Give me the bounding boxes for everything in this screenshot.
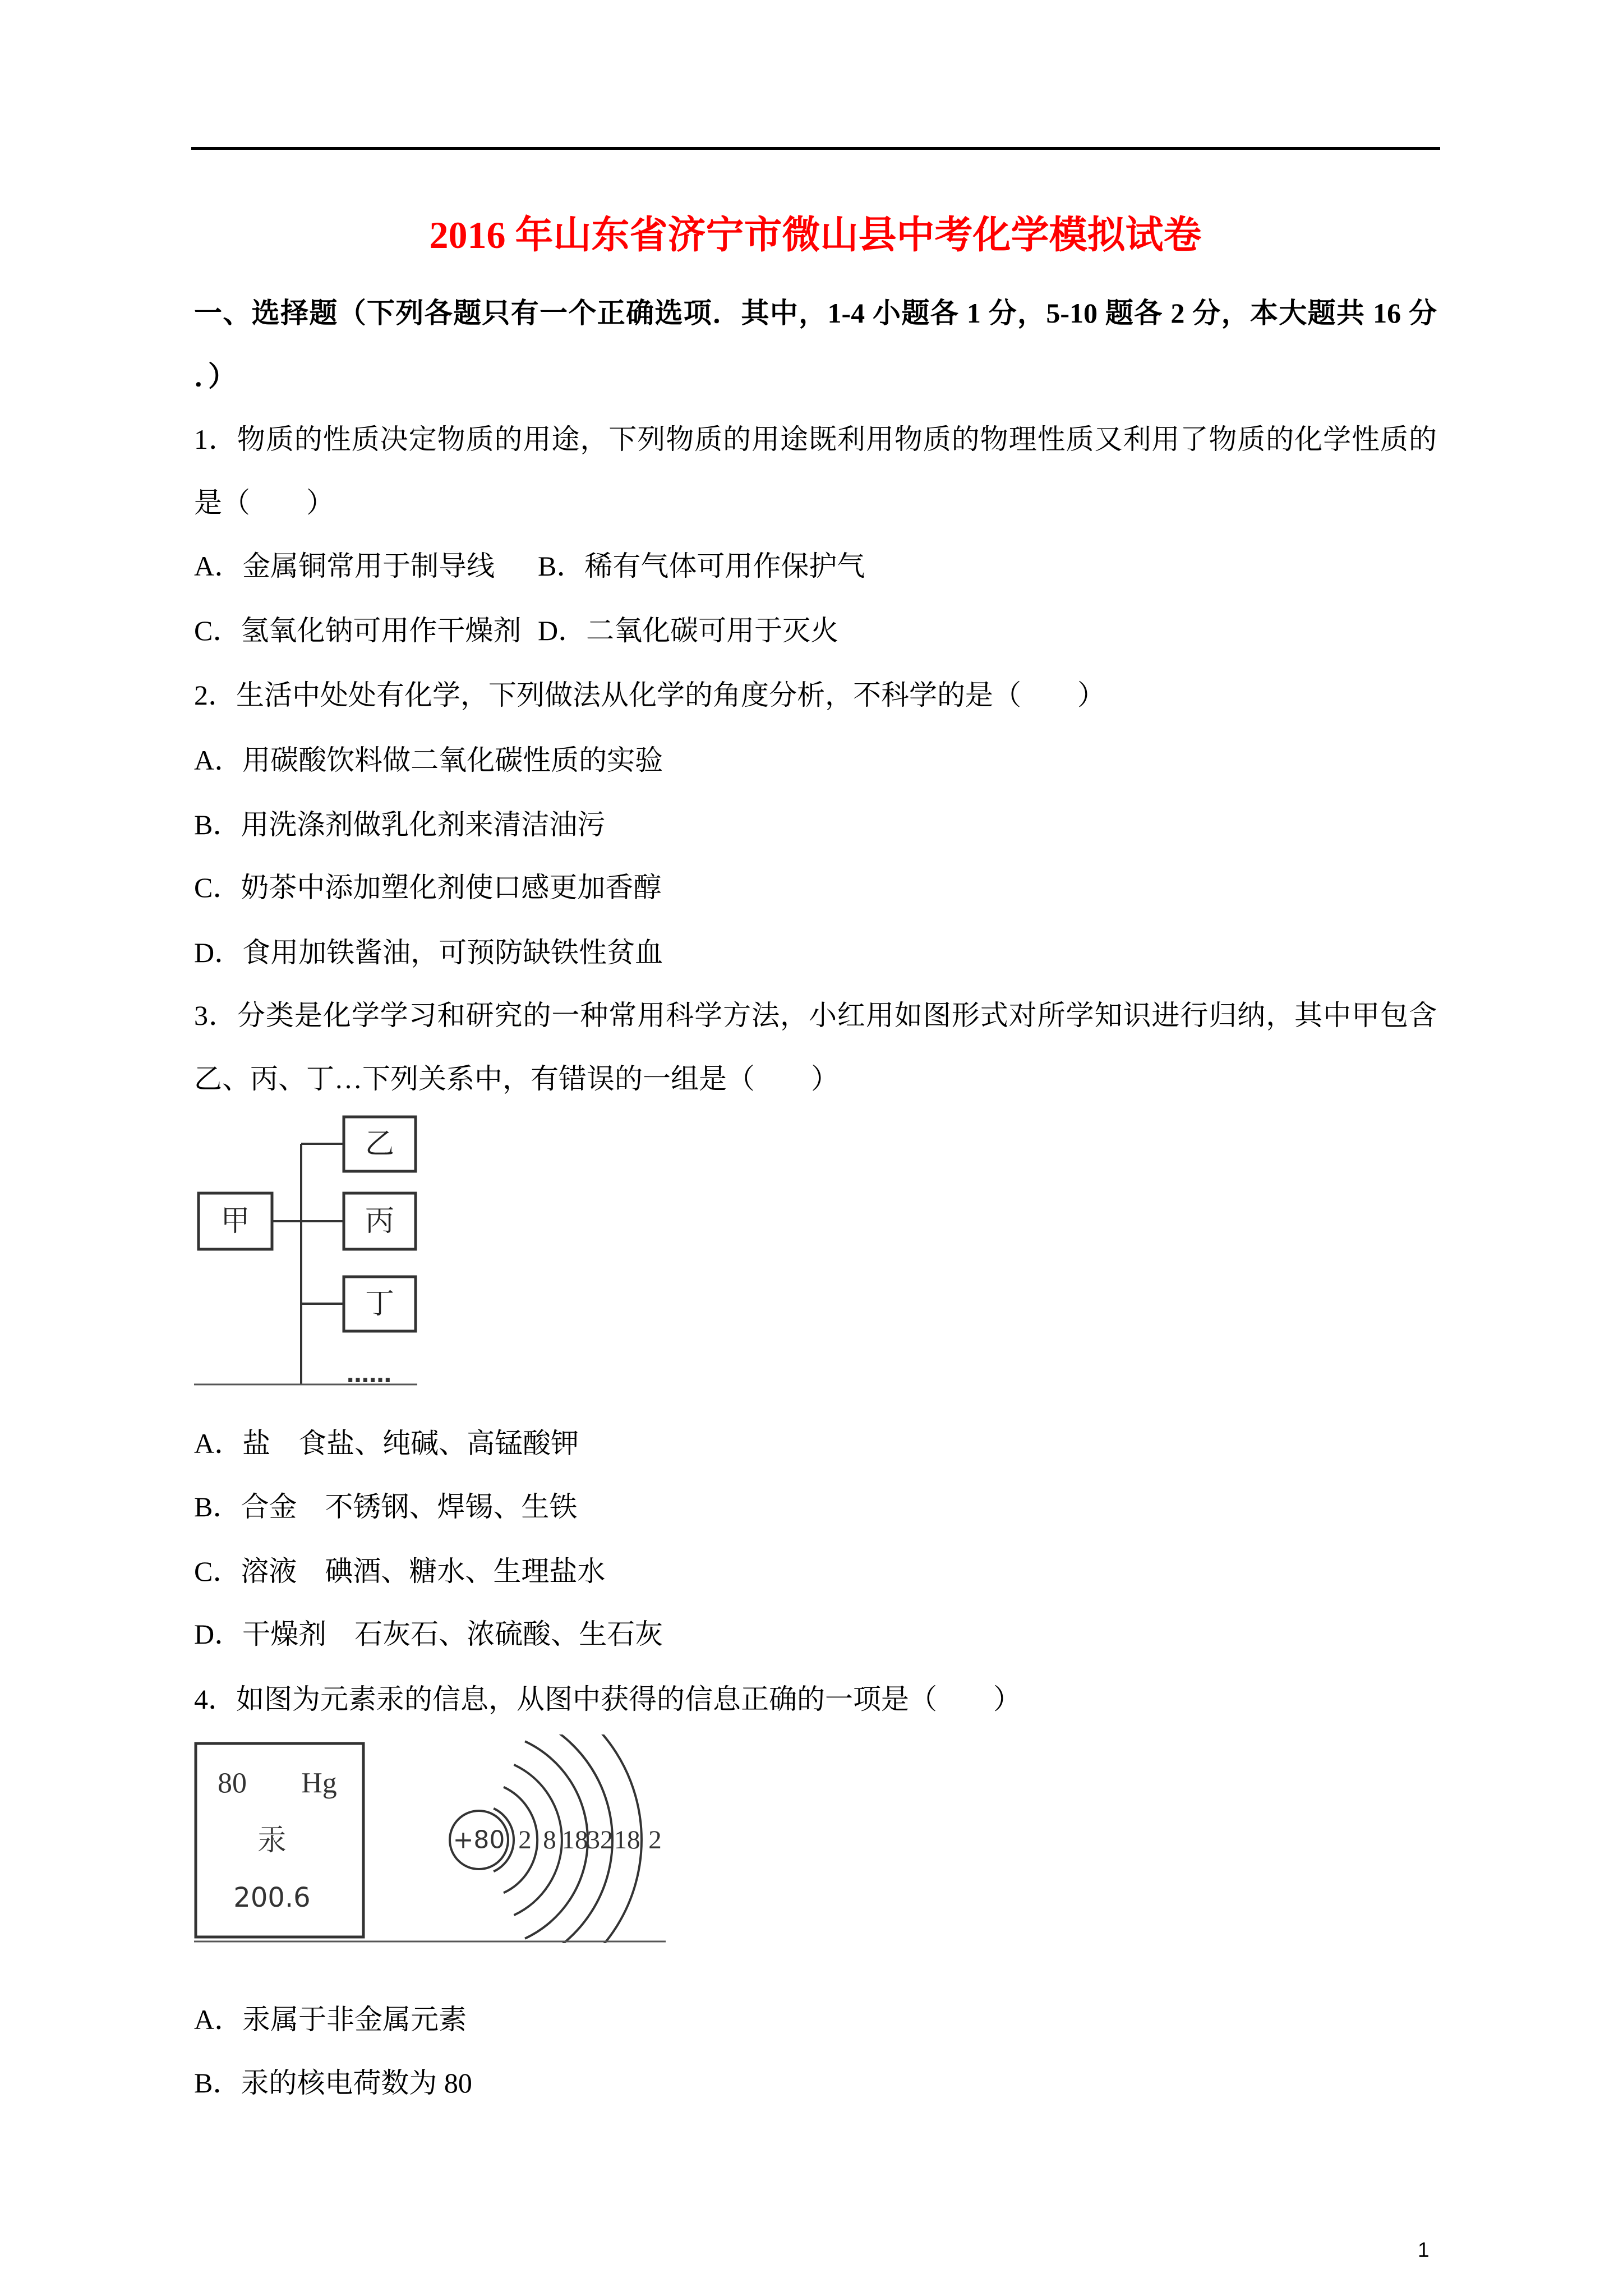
page-number: 1 <box>1418 2238 1430 2261</box>
nucleus-charge: +80 <box>453 1825 505 1855</box>
question-1-option-a: A．金属铜常用于制导线 <box>194 550 495 582</box>
question-2-option-a: A．用碳酸饮料做二氧化碳性质的实验 <box>194 744 663 776</box>
question-2-option-b: B．用洗涤剂做乳化剂来清洁油污 <box>194 809 606 840</box>
parent-label: 甲 <box>220 1204 250 1238</box>
question-3-option-b: B．合金 不锈钢、焊锡、生铁 <box>194 1491 578 1522</box>
element-symbol: Hg <box>301 1767 337 1800</box>
page-title: 2016 年山东省济宁市微山县中考化学模拟试卷 <box>429 214 1202 256</box>
question-1-option-c: C．氢氧化钠可用作干燥剂 <box>194 615 522 646</box>
atomic-mass: 200.6 <box>233 1882 311 1913</box>
section-heading-continued: ．） <box>194 361 236 392</box>
question-4-option-a: A．汞属于非金属元素 <box>194 2004 467 2035</box>
more-items-ellipsis: …… <box>347 1362 391 1386</box>
question-1-stem-continued: 是（ ） <box>194 487 334 518</box>
child-label-3: 丁 <box>365 1287 395 1321</box>
question-3-option-d: D．干燥剂 石灰石、浓硫酸、生石灰 <box>194 1618 663 1650</box>
question-3-option-c: C．溶液 碘酒、糖水、生理盐水 <box>194 1556 606 1587</box>
question-3-stem-continued: 乙、丙、丁…下列关系中，有错误的一组是（ ） <box>194 1063 839 1094</box>
child-label-2: 丙 <box>365 1204 395 1238</box>
shell-electron-count-5: 18 <box>614 1825 640 1855</box>
question-2-stem: 2．生活中处处有化学，下列做法从化学的角度分析，不科学的是（ ） <box>194 679 1105 711</box>
question-1-option-b: B．稀有气体可用作保护气 <box>538 550 865 582</box>
question-1-option-d: D．二氧化碳可用于灭火 <box>538 615 839 646</box>
question-3-option-a: A．盐 食盐、纯碱、高锰酸钾 <box>194 1428 579 1459</box>
shell-electron-count-2: 8 <box>543 1825 556 1855</box>
question-2-option-d: D．食用加铁酱油，可预防缺铁性贫血 <box>194 937 663 968</box>
question-1-stem: 1．物质的性质决定物质的用途，下列物质的用途既利用物质的物理性质又利用了物质的化学性质的 <box>194 424 1437 455</box>
shell-electron-count-4: 32 <box>587 1825 614 1855</box>
question-2-option-c: C．奶茶中添加塑化剂使口感更加香醇 <box>194 872 662 903</box>
classification-diagram <box>194 1114 417 1386</box>
mercury-element-figure <box>194 1734 666 1943</box>
shell-electron-count-3: 18 <box>561 1825 588 1855</box>
shell-electron-count-6: 2 <box>648 1825 662 1855</box>
element-name: 汞 <box>257 1824 287 1857</box>
atomic-number: 80 <box>218 1767 247 1800</box>
question-4-stem: 4．如图为元素汞的信息，从图中获得的信息正确的一项是（ ） <box>194 1683 1021 1715</box>
shell-electron-count-1: 2 <box>518 1825 532 1855</box>
question-3-stem: 3．分类是化学学习和研究的一种常用科学方法，小红用如图形式对所学知识进行归纳，其中甲包含 <box>194 1000 1437 1031</box>
question-4-option-b: B．汞的核电荷数为 80 <box>194 2067 472 2099</box>
section-heading: 一、选择题（下列各题只有一个正确选项．其中，1-4 小题各 1 分，5-10 题各 2 分，本大题共 16 分 <box>194 297 1437 329</box>
child-label-1: 乙 <box>365 1127 395 1161</box>
header-rule <box>191 147 1440 150</box>
